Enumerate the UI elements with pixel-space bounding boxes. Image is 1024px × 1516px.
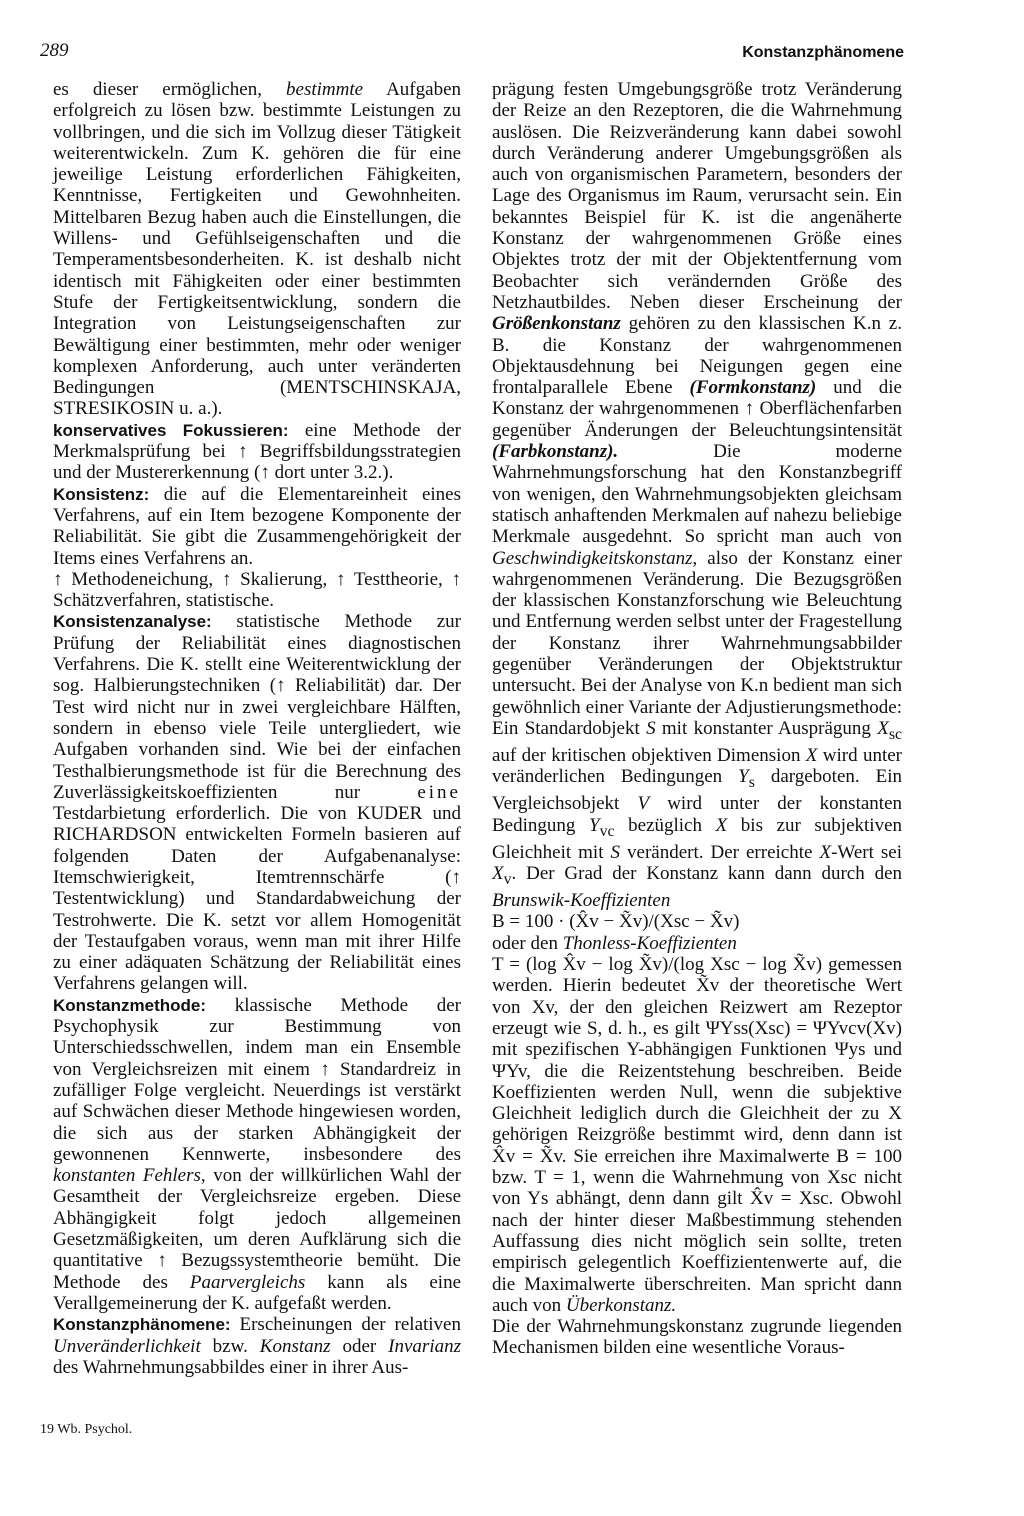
entry-konservatives-fokussieren: konservatives Fokussieren: eine Methode der Merkmalsprüfung bei ↑ Begriffsbildungsstrategien und der Mustererkennung (↑ dort unter 3.2.).	[53, 419, 461, 484]
entry-term: Konsistenzanalyse:	[53, 612, 212, 632]
formula-thonless: T = (log X̂v − log X̃v)/(log Xsc − log X̃v) gemessen werden. Hierin bedeutet X̃v der theoretische Wert von Xv, der den gleichen Reizwert am Rezeptor erzeugt wie S, d. h., es gilt ΨYss(Xsc) = ΨYvcv(Xv) mit spezifischen Y-abhängigen Funktionen Ψys und ΨYv, die die Reizentstehung beschreiben. Beide Koeffizienten werden Null, wenn die subjektive Gleichheit lediglich durch die Gleichheit der zu X gehörigen Reizgröße bestimmt wird, denn dann ist X̂v = X̃v. Sie erreichen ihre Maximalwerte B = 100 bzw. T = 1, wenn die Wahrnehmung von Xsc nicht von Ys abhängt, denn dann gilt X̂v = Xsc. Obwohl nach der hinter dieser Maßbestimmung stehenden Auffassung dies nicht möglich sein sollte, treten empirisch gelegentlich Koeffizientenwerte auf, die die Maximalwerte überschreiten. Man spricht dann auch von Überkonstanz.	[492, 954, 902, 1316]
left-column	[53, 79, 461, 1378]
right-column	[492, 79, 902, 1359]
paragraph-mechanismen: Die der Wahrnehmungskonstanz zugrunde liegenden Mechanismen bilden eine wesentliche Voraus-	[492, 1316, 902, 1359]
entry-konstanzmethode: Konstanzmethode: klassische Methode der Psychophysik zur Bestimmung von Unterschiedsschwellen, indem man ein Ensemble von Vergleichsreizen mit einem ↑ Standardreiz in zufälliger Folge vergleicht. Neuerdings ist verstärkt auf Schwächen dieser Methode hingewiesen worden, die sich aus der starken Abhängigkeit der gewonnenen Kennwerte, insbesondere des konstanten Fehlers, von der willkürlichen Wahl der Gesamtheit der Vergleichsreize ergeben. Diese Abhängigkeit folgt jedoch allgemeinen Gesetzmäßigkeiten, um deren Aufklärung sich die quantitative ↑ Bezugssystemtheorie bemüht. Die Methode des Paarvergleichs kann als eine Verallgemeinerung der K. aufgefaßt werden.	[53, 994, 462, 1314]
paragraph-konstanz-continued: prägung festen Umgebungsgröße trotz Veränderung der Reize an den Rezeptoren, die die Wahrnehmung auslösen. Die Reizveränderung kann dabei sowohl durch Veränderung anderer Umgebungsgrößen als auch von organismischen Parametern, besonders der Lage des Organismus im Raum, verursacht sein. Ein bekanntes Beispiel für K. ist die angenäherte Konstanz der wahrgenommenen Größe eines Objektes trotz der mit der Objektentfernung vom Beobachter sich verändernden Größe des Netzhautbildes. Neben dieser Erscheinung der Größenkonstanz gehören zu den klassischen K.n z. B. die Konstanz der wahrgenommenen Objektausdehnung bei Neigungen gegen eine frontalparallele Ebene (Formkonstanz) und die Konstanz der wahrgenommenen ↑ Oberflächenfarben gegenüber Änderungen der Beleuchtungsintensität (Farbkonstanz). Die moderne Wahrnehmungsforschung hat den Konstanzbegriff von wenigen, den Wahrnehmungsobjekten gleichsam statisch anhaftenden Merkmalen auf nahezu beliebige Merkmale ausgedehnt. So spricht man auch von Geschwindigkeitskonstanz, also der Konstanz einer wahrgenommenen Veränderung. Die Bezugsgrößen der klassischen Konstanzforschung wie Beleuchtung und Entfernung werden selbst unter der Fragestellung der Konstanz ihrer Wahrnehmungsabbilder gegenüber Veränderungen der Objektstruktur untersucht. Bei der Analyse von K.n bedient man sich gewöhnlich einer Variante der Adjustierungsmethode: Ein Standardobjekt S mit konstanter Ausprägung $X_{sc}$ auf der kritischen objektiven Dimension X wird unter veränderlichen Bedingungen $Y_s$ dargeboten. Ein Vergleichsobjekt V wird unter der konstanten Bedingung $Y_{vc}$ bezüglich X bis zur subjektiven Gleichheit mit S verändert. Der erreichte X-Wert sei $X_v$. Der Grad der Konstanz kann dann durch den Brunswik-Koeffizienten	[492, 79, 903, 912]
running-title: Konstanzphänomene	[742, 44, 904, 61]
paragraph-thonless: oder den Thonless-Koeffizienten	[492, 932, 737, 954]
signature-mark: 19 Wb. Psychol.	[40, 1422, 133, 1437]
page-number: 289	[40, 40, 69, 61]
entry-konstanzphaenomene: Konstanzphänomene: Erscheinungen der relativen Unveränderlichkeit bzw. Konstanz oder Invarianz des Wahrnehmungsabbildes einer in ihrer Aus-	[53, 1314, 461, 1378]
entry-term: Konstanzphänomene:	[53, 1315, 231, 1335]
entry-term: konservatives Fokussieren:	[53, 420, 289, 440]
entry-konsistenz-refs: ↑ Methodeneichung, ↑ Skalierung, ↑ Testtheorie, ↑ Schätzverfahren, statistische.	[53, 568, 461, 612]
entry-term: Konsistenz:	[53, 484, 150, 504]
paragraph-continuation: es dieser ermöglichen, bestimmte Aufgaben erfolgreich zu lösen bzw. bestimmte Leistungen zu vollbringen, und die sich im Vollzug dieser Tätigkeit weiterentwickeln. Zum K. gehören die für eine jeweilige Leistung erforderlichen Fähigkeiten, Kenntnisse, Fertigkeiten und Gewohnheiten. Mittelbaren Bezug haben auch die Einstellungen, die Willens- und Gefühlseigenschaften und die Temperamentsbesonderheiten. K. ist deshalb nicht identisch mit Fähigkeiten oder einer bestimmten Stufe der Fertigkeitsentwicklung, sondern die Integration von Leistungseigenschaften zur Bewältigung einer bestimmten, mehr oder weniger komplexen Anforderung, auch unter veränderten Bedingungen (MENTSCHINSKAJA, STRESIKOSIN u. a.).	[53, 79, 462, 420]
entry-konsistenz: Konsistenz: die auf die Elementareinheit eines Verfahrens, auf ein Item bezogene Komponente der Reliabilität. Sie gibt die Zusammengehörigkeit der Items eines Verfahrens an.	[53, 483, 461, 569]
formula-brunswik: B = 100 · (X̂v − X̃v)/(Xsc − X̃v)	[492, 911, 740, 933]
entry-term: Konstanzmethode:	[53, 995, 206, 1015]
entry-konsistenzanalyse: Konsistenzanalyse: statistische Methode zur Prüfung der Reliabilität eines diagnostischen Verfahrens. Die K. stellt eine Weiterentwicklung der sog. Halbierungstechniken (↑ Reliabilität) dar. Der Test wird nicht nur in zwei vergleichbare Hälften, sondern in ebenso viele Teile untergliedert, wie Aufgaben vorhanden sind. Wie bei der einfachen Testhalbierungsmethode ist für die Berechnung des Zuverlässigkeitskoeffizienten nur eine Testdarbietung erforderlich. Die von KUDER und RICHARDSON entwickelten Formeln basieren auf folgenden Daten der Aufgabenanalyse: Itemschwierigkeit, Itemtrennschärfe (↑ Testentwicklung) und Standardabweichung der Testrohwerte. Die K. setzt vor allem Homogenität der Testaufgaben voraus, wenn man mit ihrer Hilfe zu einer adäquaten Schätzung der Reliabilität eines Verfahrens gelangen will.	[53, 611, 461, 995]
